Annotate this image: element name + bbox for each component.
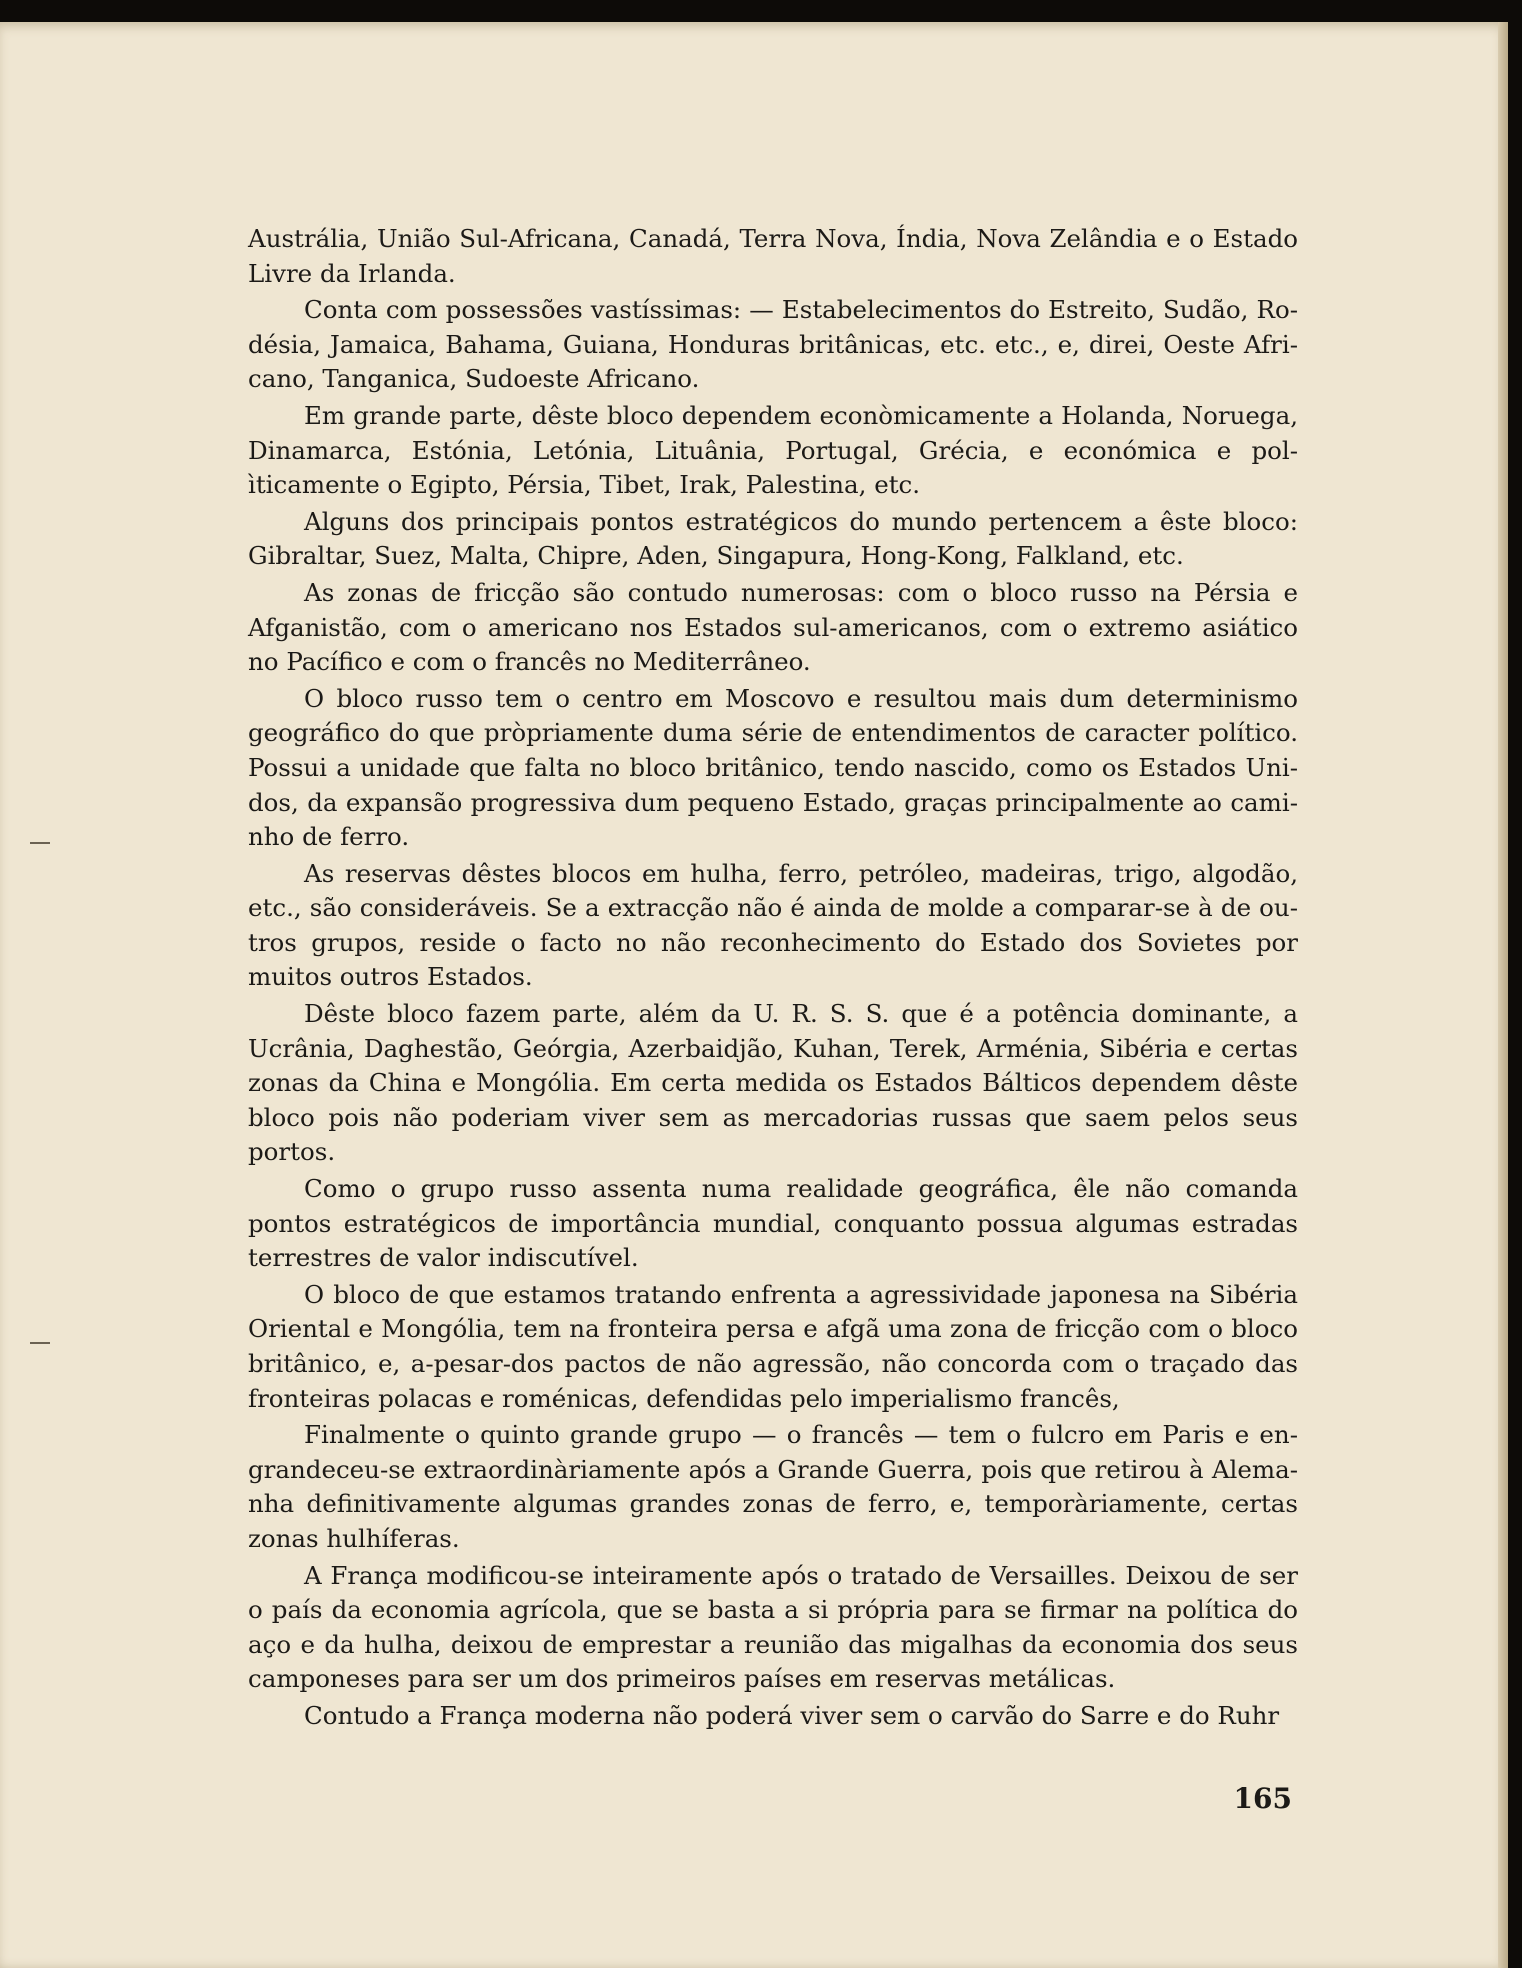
margin-mark <box>30 1342 50 1344</box>
paragraph: As zonas de fricção são contudo numerosas: com o bloco russo na Pérsia e Afganistão, com o americano nos Estados sul-americanos, com o extremo asiático no Pacífico e com o francês no Mediterrâneo. <box>248 577 1298 677</box>
paragraph: Em grande parte, dêste bloco dependem econòmicamente a Holanda, Noruega, Dinamarca, Estónia, Letónia, Lituânia, Portugal, Grécia, e económica e polìticamente o Egipto, Pérsia, Tibet, Irak, Palestina, etc. <box>248 400 1298 500</box>
paragraph: As reservas dêstes blocos em hulha, ferro, petróleo, madeiras, trigo, algodão, etc., são consideráveis. Se a extracção não é ainda de molde a comparar-se à de ou-tros grupos, reside o facto no não reconhecimento do Estado dos Sovietes por muitos outros Estados. <box>248 858 1298 992</box>
page-edge <box>1498 22 1508 1968</box>
paragraph: Contudo a França moderna não poderá viver sem o carvão do Sarre e do Ruhr <box>304 1700 1280 1730</box>
paragraph: Dêste bloco fazem parte, além da U. R. S. S. que é a potência dominante, a Ucrânia, Daghestão, Geórgia, Azerbaidjão, Kuhan, Terek, Arménia, Sibéria e certas zonas da China e Mongólia. Em certa medida os Estados Bálticos dependem dêste bloco pois não poderiam viver sem as mercadorias russas que saem pelos seus portos. <box>248 999 1298 1167</box>
paragraph: Finalmente o quinto grande grupo — o francês — tem o fulcro em Paris e en-grandeceu-se extraordinàriamente após a Grande Guerra, pois que retirou à Alema-nha definitivamente algumas grandes zonas de ferro, e, temporàriamente, certas zonas hulhíferas. <box>248 1420 1298 1553</box>
paragraph: Como o grupo russo assenta numa realidade geográfica, êle não comanda pontos estratégicos de importância mundial, conquanto possua algumas estradas terrestres de valor indiscutível. <box>248 1174 1298 1273</box>
page-number: 165 <box>1233 1782 1292 1815</box>
paragraph: Conta com possessões vastíssimas: — Estabelecimentos do Estreito, Sudão, Ro-désia, Jamaica, Bahama, Guiana, Honduras britânicas, etc. etc., e, direi, Oeste Afri-cano, Tanganica, Sudoeste Africano. <box>248 295 1298 394</box>
paragraph: Austrália, União Sul-Africana, Canadá, Terra Nova, Índia, Nova Zelândia e o Estado Livre da Irlanda. <box>248 224 1298 288</box>
paragraph: A França modificou-se inteiramente após o tratado de Versailles. Deixou de ser o país da economia agrícola, que se basta a si própria para se firmar na política do aço e da hulha, deixou de emprestar a reunião das migalhas da economia dos seus camponeses para ser um dos primeiros países em reservas metálicas. <box>248 1560 1298 1694</box>
paragraph: Alguns dos principais pontos estratégicos do mundo pertencem a êste bloco: Gibraltar, Suez, Malta, Chipre, Aden, Singapura, Hong-Kong, Falkland, etc. <box>248 506 1298 571</box>
body-text <box>248 222 1298 1736</box>
paragraph: O bloco de que estamos tratando enfrenta a agressividade japonesa na Sibéria Oriental e Mongólia, tem na fronteira persa e afgã uma zona de fricção com o bloco britânico, e, a-pesar-dos pactos de não agressão, não concorda com o traçado das fronteiras polacas e roménicas, defendidas pelo imperialismo francês, <box>248 1279 1298 1413</box>
book-page <box>0 22 1508 1968</box>
paragraph: O bloco russo tem o centro em Moscovo e resultou mais dum determinismo geográfico do que pròpriamente duma série de entendimentos de caracter político. Possui a unidade que falta no bloco britânico, tendo nascido, como os Estados Uni-dos, da expansão progressiva dum pequeno Estado, graças principalmente ao cami-nho de ferro. <box>248 683 1298 852</box>
margin-mark <box>30 842 50 844</box>
